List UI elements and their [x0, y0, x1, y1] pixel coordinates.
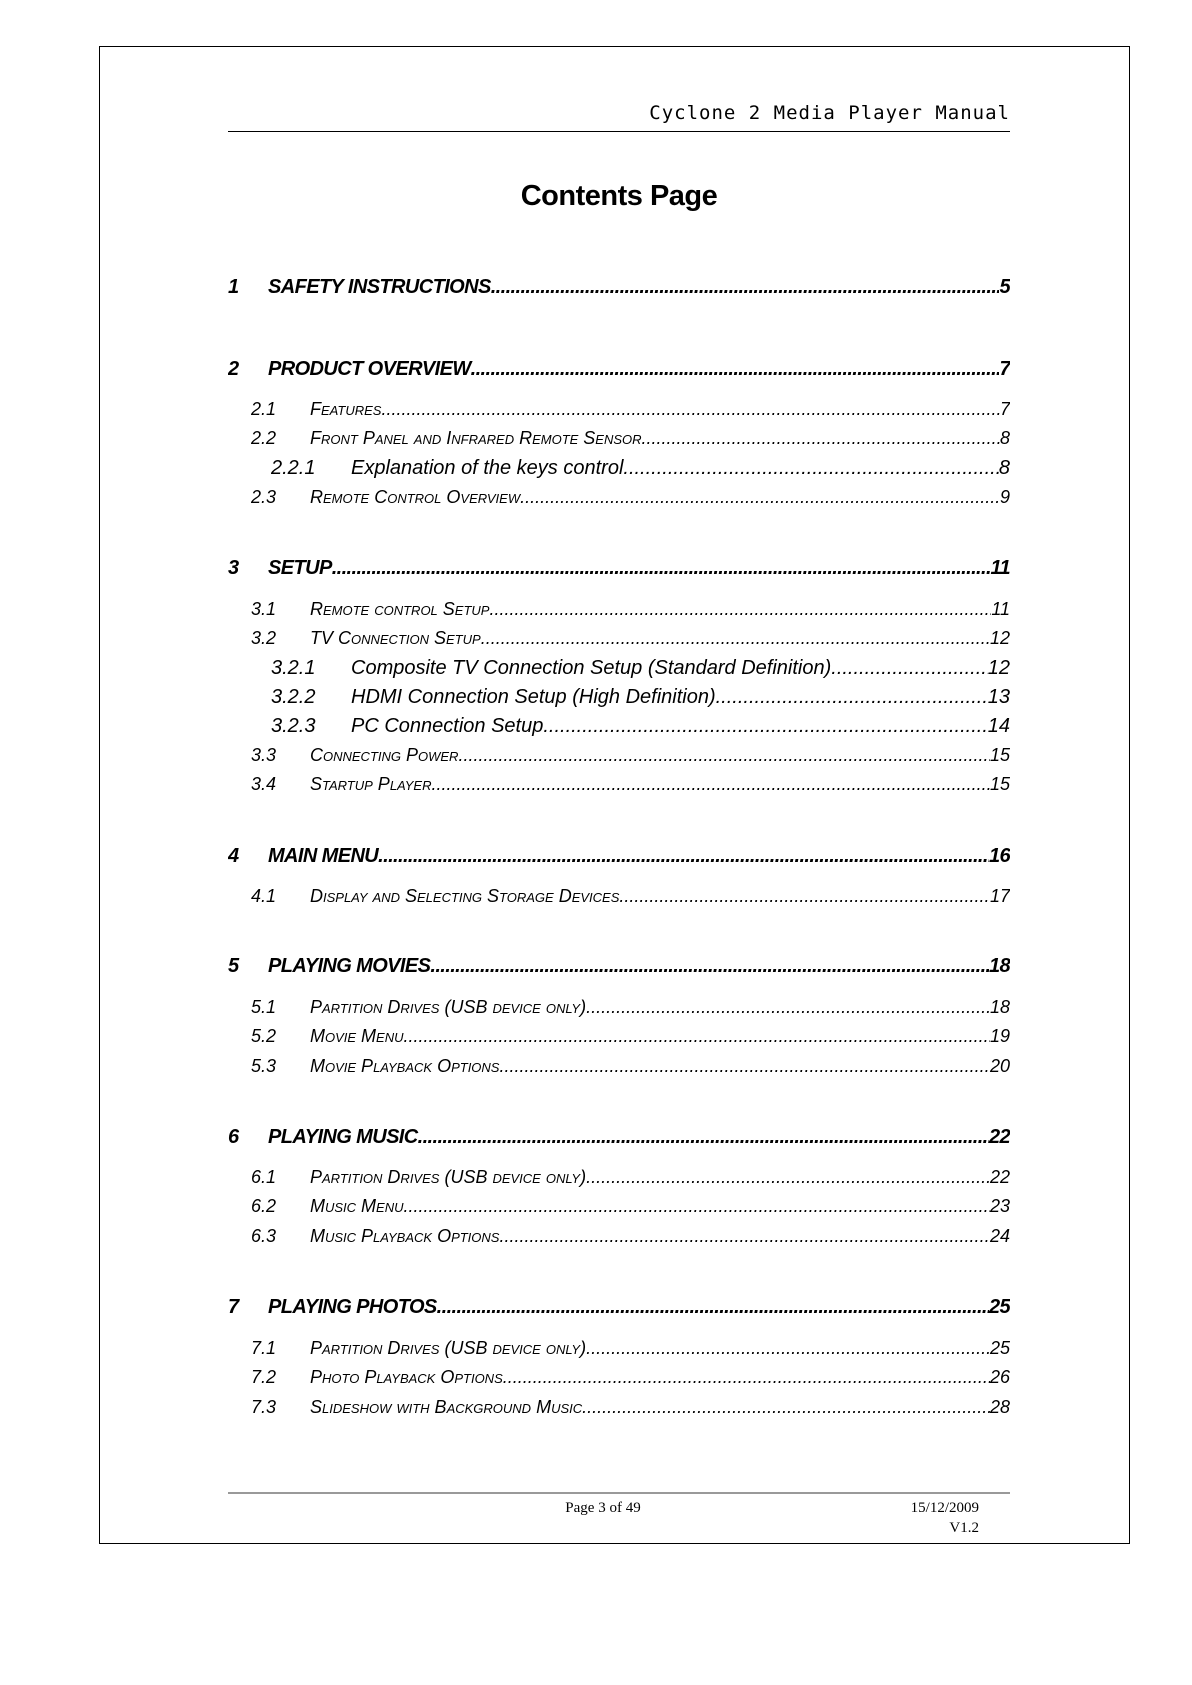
toc-entry-title: Connecting Power	[310, 745, 459, 765]
toc-entry-page: 25	[988, 1296, 1010, 1318]
toc-entry-title: PLAYING PHOTOS	[268, 1296, 437, 1318]
toc-entry-title: Remote control Setup	[310, 599, 490, 619]
toc-entry-number: 3.2	[251, 628, 277, 648]
toc-entry[interactable]	[251, 745, 1010, 771]
toc-leader-dots	[404, 1196, 990, 1217]
toc-entry[interactable]	[251, 1026, 1010, 1052]
toc-entry-title: Front Panel and Infrared Remote Sensor	[310, 428, 642, 448]
toc-entry-page: 15	[989, 745, 1010, 765]
toc-entry-title: Partition Drives (USB device only)	[310, 1167, 587, 1187]
toc-entry-page: 12	[987, 657, 1010, 679]
toc-entry-number: 7.2	[251, 1367, 277, 1387]
toc-entry-page: 26	[989, 1367, 1010, 1387]
toc-entry-number: 6	[228, 1126, 239, 1148]
toc-entry[interactable]	[228, 845, 1010, 873]
toc-entry-number: 6.3	[251, 1226, 277, 1246]
toc-entry[interactable]	[251, 997, 1010, 1023]
toc-entry-page: 14	[987, 715, 1010, 737]
toc-entry-page: 8	[999, 428, 1010, 448]
toc-entry-page: 24	[989, 1226, 1010, 1246]
toc-entry[interactable]	[251, 1367, 1010, 1393]
toc-entry-page: 28	[989, 1397, 1010, 1417]
toc-entry[interactable]	[251, 886, 1010, 912]
toc-entry[interactable]	[228, 1126, 1010, 1154]
toc-entry-page: 11	[991, 599, 1010, 619]
toc-entry[interactable]	[271, 686, 1010, 714]
toc-entry[interactable]	[251, 599, 1010, 625]
toc-leader-dots	[582, 1397, 990, 1418]
toc-entry-title: PRODUCT OVERVIEW	[268, 358, 471, 380]
toc-entry-page: 16	[988, 845, 1010, 867]
toc-leader-dots	[437, 1296, 989, 1319]
toc-entry[interactable]	[228, 557, 1010, 585]
toc-entry[interactable]	[271, 715, 1010, 743]
toc-entry-title: TV Connection Setup	[310, 628, 481, 648]
toc-entry-page: 5	[999, 276, 1010, 298]
toc-entry-number: 3.2.1	[271, 657, 316, 679]
toc-leader-dots	[520, 487, 1000, 508]
footer-date: 15/12/2009	[910, 1500, 979, 1516]
toc-entry-number: 4.1	[251, 886, 277, 906]
toc-entry-page: 7	[999, 399, 1010, 419]
toc-entry-page: 15	[989, 774, 1010, 794]
toc-entry-number: 3.1	[251, 599, 277, 619]
toc-leader-dots	[586, 1338, 990, 1359]
toc-entry[interactable]	[251, 1226, 1010, 1252]
toc-entry[interactable]	[251, 1056, 1010, 1082]
toc-entry-title: Display and Selecting Storage Devices	[310, 886, 620, 906]
toc-entry-title: Music Menu	[310, 1196, 404, 1216]
toc-entry-number: 7.1	[251, 1338, 277, 1358]
toc-entry-page: 23	[989, 1196, 1010, 1216]
toc-entry[interactable]	[251, 628, 1010, 654]
toc-entry-title: PLAYING MUSIC	[268, 1126, 418, 1148]
toc-leader-dots	[499, 1226, 990, 1247]
toc-entry-page: 12	[989, 628, 1010, 648]
toc-entry-title: Photo Playback Options	[310, 1367, 503, 1387]
toc-entry-title: HDMI Connection Setup (High Definition)	[351, 686, 716, 708]
toc-leader-dots	[378, 845, 989, 868]
toc-entry-page: 8	[998, 457, 1010, 479]
toc-leader-dots	[543, 715, 987, 738]
footer-divider	[228, 1492, 1010, 1494]
toc-entry[interactable]	[251, 487, 1010, 513]
toc-entry-title: Composite TV Connection Setup (Standard Definition)	[351, 657, 832, 679]
toc-entry-title: Music Playback Options	[310, 1226, 500, 1246]
toc-entry-number: 2	[228, 358, 239, 380]
toc-entry-title: Movie Menu	[310, 1026, 404, 1046]
toc-leader-dots	[404, 1026, 990, 1047]
toc-leader-dots	[431, 774, 989, 795]
toc-entry[interactable]	[228, 276, 1010, 304]
toc-entry-title: Features	[310, 399, 382, 419]
toc-entry-title: MAIN MENU	[268, 845, 379, 867]
toc-entry-number: 2.2	[251, 428, 277, 448]
toc-entry-page: 11	[990, 557, 1010, 579]
toc-entry-number: 3	[228, 557, 239, 579]
toc-entry-page: 18	[989, 997, 1010, 1017]
toc-leader-dots	[586, 997, 990, 1018]
toc-entry[interactable]	[271, 457, 1010, 485]
toc-entry-title: SAFETY INSTRUCTIONS	[268, 276, 491, 298]
toc-entry-number: 2.2.1	[271, 457, 316, 479]
toc-entry-page: 22	[989, 1167, 1010, 1187]
toc-entry-title: Explanation of the keys control	[351, 457, 624, 479]
toc-entry-number: 5	[228, 955, 239, 977]
toc-entry-number: 6.2	[251, 1196, 277, 1216]
toc-entry-page: 25	[989, 1338, 1010, 1358]
toc-leader-dots	[481, 628, 990, 649]
toc-entry-title: Partition Drives (USB device only)	[310, 1338, 587, 1358]
toc-leader-dots	[491, 276, 1000, 299]
toc-entry-page: 7	[999, 358, 1010, 380]
toc-entry-number: 7.3	[251, 1397, 277, 1417]
toc-entry-title: Remote Control Overview	[310, 487, 521, 507]
toc-entry-number: 1	[228, 276, 239, 298]
toc-entry-number: 7	[228, 1296, 239, 1318]
toc-entry[interactable]	[251, 1397, 1010, 1423]
toc-leader-dots	[586, 1167, 990, 1188]
toc-entry-title: SETUP	[268, 557, 332, 579]
toc-entry-number: 3.4	[251, 774, 277, 794]
toc-leader-dots	[623, 457, 998, 480]
toc-entry[interactable]	[251, 774, 1010, 800]
toc-entry[interactable]	[251, 428, 1010, 454]
toc-leader-dots	[716, 686, 988, 709]
toc-leader-dots	[458, 745, 990, 766]
toc-entry-number: 6.1	[251, 1167, 277, 1187]
toc-entry[interactable]	[251, 1196, 1010, 1222]
footer-page-number: Page 3 of 49	[565, 1500, 641, 1516]
toc-entry-title: PLAYING MOVIES	[268, 955, 431, 977]
toc-entry-page: 22	[988, 1126, 1010, 1148]
toc-entry-page: 9	[999, 487, 1010, 507]
toc-leader-dots	[430, 955, 989, 978]
toc-entry-number: 2.3	[251, 487, 277, 507]
toc-entry-title: Movie Playback Options	[310, 1056, 500, 1076]
page-title: Contents Page	[520, 180, 718, 212]
toc-entry-title: Partition Drives (USB device only)	[310, 997, 587, 1017]
toc-leader-dots	[499, 1056, 989, 1077]
toc-leader-dots	[418, 1126, 989, 1149]
running-header: Cyclone 2 Media Player Manual	[228, 96, 1010, 132]
toc-entry[interactable]	[228, 955, 1010, 983]
toc-entry-page: 19	[989, 1026, 1010, 1046]
toc-leader-dots	[831, 657, 987, 680]
toc-entry-page: 13	[987, 686, 1010, 708]
toc-entry-number: 3.2.3	[271, 715, 316, 737]
toc-entry-number: 5.3	[251, 1056, 277, 1076]
toc-entry[interactable]	[228, 358, 1010, 386]
toc-entry-number: 3.3	[251, 745, 277, 765]
toc-entry-number: 2.1	[251, 399, 277, 419]
toc-leader-dots	[332, 557, 991, 580]
toc-entry[interactable]	[228, 1296, 1010, 1324]
toc-entry-page: 18	[988, 955, 1010, 977]
toc-leader-dots	[642, 428, 1000, 449]
toc-entry[interactable]	[271, 657, 1010, 685]
toc-leader-dots	[471, 358, 1000, 381]
toc-entry-page: 17	[989, 886, 1010, 906]
toc-leader-dots	[503, 1367, 990, 1388]
toc-entry-number: 4	[228, 845, 239, 867]
toc-entry-title: Slideshow with Background Music	[310, 1397, 583, 1417]
toc-entry-page: 20	[989, 1056, 1010, 1076]
toc-entry[interactable]	[251, 399, 1010, 425]
toc-leader-dots	[489, 599, 991, 620]
toc-entry-title: Startup Player	[310, 774, 432, 794]
toc-entry[interactable]	[251, 1167, 1010, 1193]
toc-entry-number: 5.1	[251, 997, 277, 1017]
toc-entry[interactable]	[251, 1338, 1010, 1364]
footer-version: V1.2	[949, 1520, 979, 1536]
toc-leader-dots	[619, 886, 990, 907]
toc-entry-title: PC Connection Setup	[351, 715, 544, 737]
toc-entry-number: 3.2.2	[271, 686, 316, 708]
toc-entry-number: 5.2	[251, 1026, 277, 1046]
toc-leader-dots	[381, 399, 1000, 420]
